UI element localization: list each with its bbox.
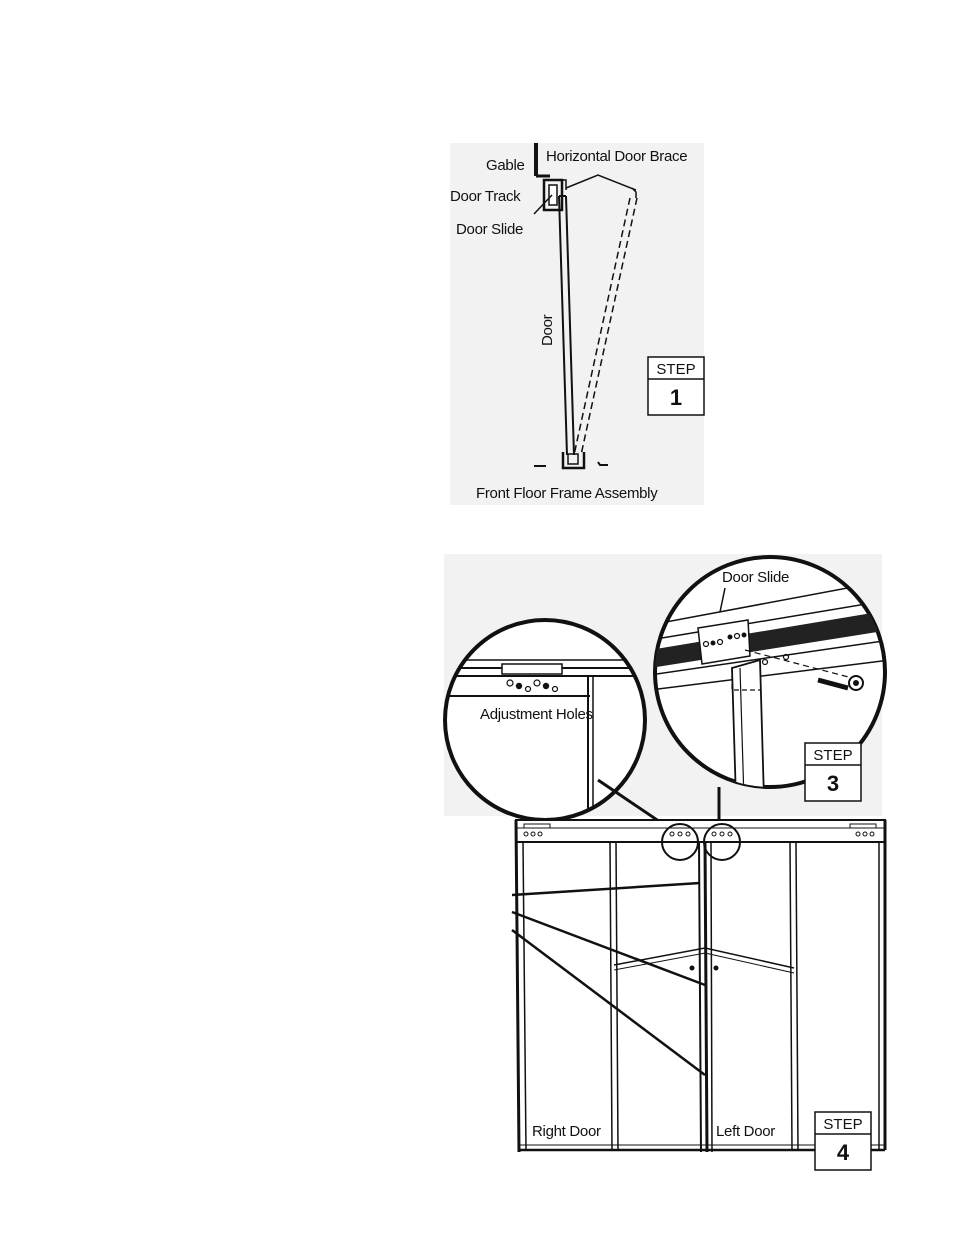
adjustment-holes-label: Adjustment Holes (480, 706, 593, 723)
step4-number: 4 (836, 1140, 850, 1165)
step4-badge (815, 1112, 871, 1170)
step4-word: STEP (823, 1116, 863, 1133)
step3-number: 3 (826, 771, 840, 796)
step3-badge (805, 743, 861, 801)
step1-badge (648, 357, 704, 415)
door-track-label: Door Track (450, 188, 521, 205)
step1-figure (450, 143, 704, 505)
step3-word: STEP (813, 747, 853, 764)
left-door-label: Left Door (716, 1123, 775, 1140)
door-slide-detail-label: Door Slide (722, 569, 790, 586)
step3-step4-figure (440, 554, 890, 1170)
adjustment-holes-detail (440, 620, 650, 820)
step1-word: STEP (656, 361, 696, 378)
front-floor-frame-label: Front Floor Frame Assembly (476, 485, 658, 502)
horizontal-door-brace-label: Horizontal Door Brace (546, 148, 688, 165)
right-door-label: Right Door (532, 1123, 601, 1140)
door-frame-assembly (512, 820, 885, 1152)
door-label: Door (539, 314, 556, 346)
door-slide-label: Door Slide (456, 221, 524, 238)
step1-number: 1 (669, 385, 683, 410)
gable-label: Gable (486, 157, 525, 174)
